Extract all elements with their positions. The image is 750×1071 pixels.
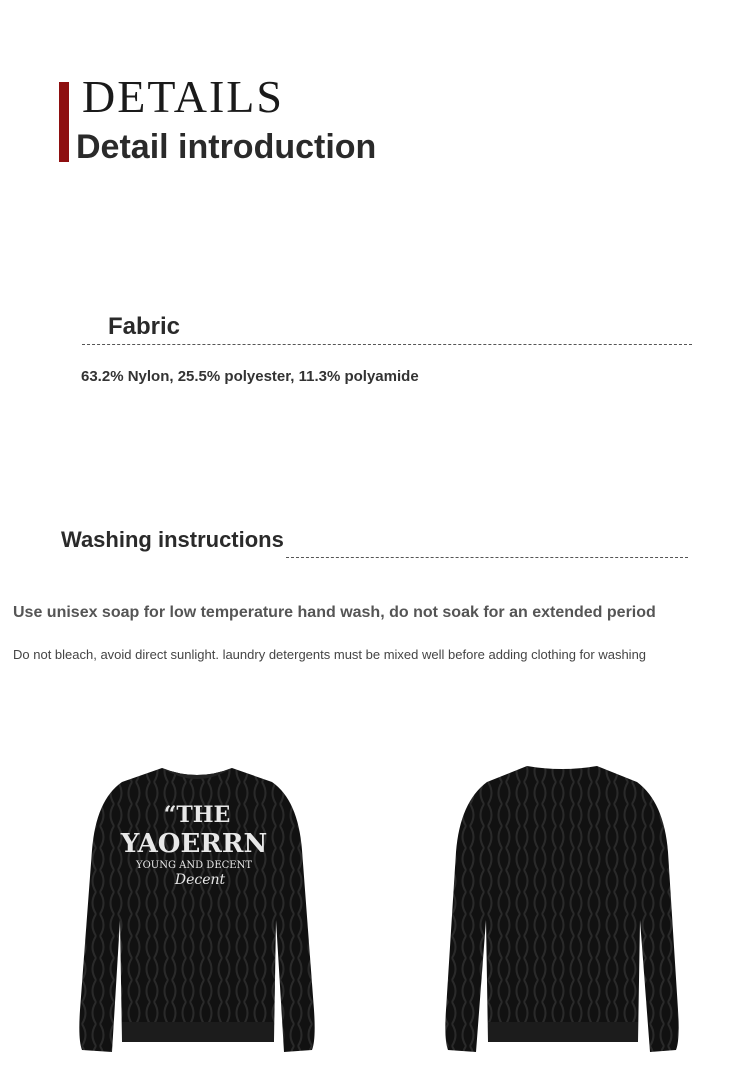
header-accent-bar (59, 82, 69, 162)
sweater-front-image (62, 760, 332, 1056)
washing-divider (286, 557, 688, 558)
washing-heading: Washing instructions (61, 527, 284, 552)
washing-instruction-1: Use unisex soap for low temperature hand wash, do not soak for an extended period (13, 604, 656, 621)
front-graphic-line1: “THE (163, 802, 231, 828)
fabric-composition: 63.2% Nylon, 25.5% polyester, 11.3% polyamide (81, 368, 419, 385)
sweater-back-body (445, 766, 678, 1052)
page-title: DETAILS (82, 71, 284, 122)
front-graphic-line4: Decent (174, 872, 226, 888)
washing-instruction-2: Do not bleach, avoid direct sunlight. laundry detergents must be mixed well before adding clothing for washing (13, 647, 647, 662)
page-subtitle: Detail introduction (76, 128, 377, 166)
fabric-divider (82, 344, 692, 345)
front-graphic-line2: YAOERRN (120, 829, 268, 859)
front-graphic-line3: YOUNG AND DECENT (135, 860, 253, 871)
sweater-back-image (432, 760, 692, 1056)
fabric-heading: Fabric (108, 313, 181, 340)
